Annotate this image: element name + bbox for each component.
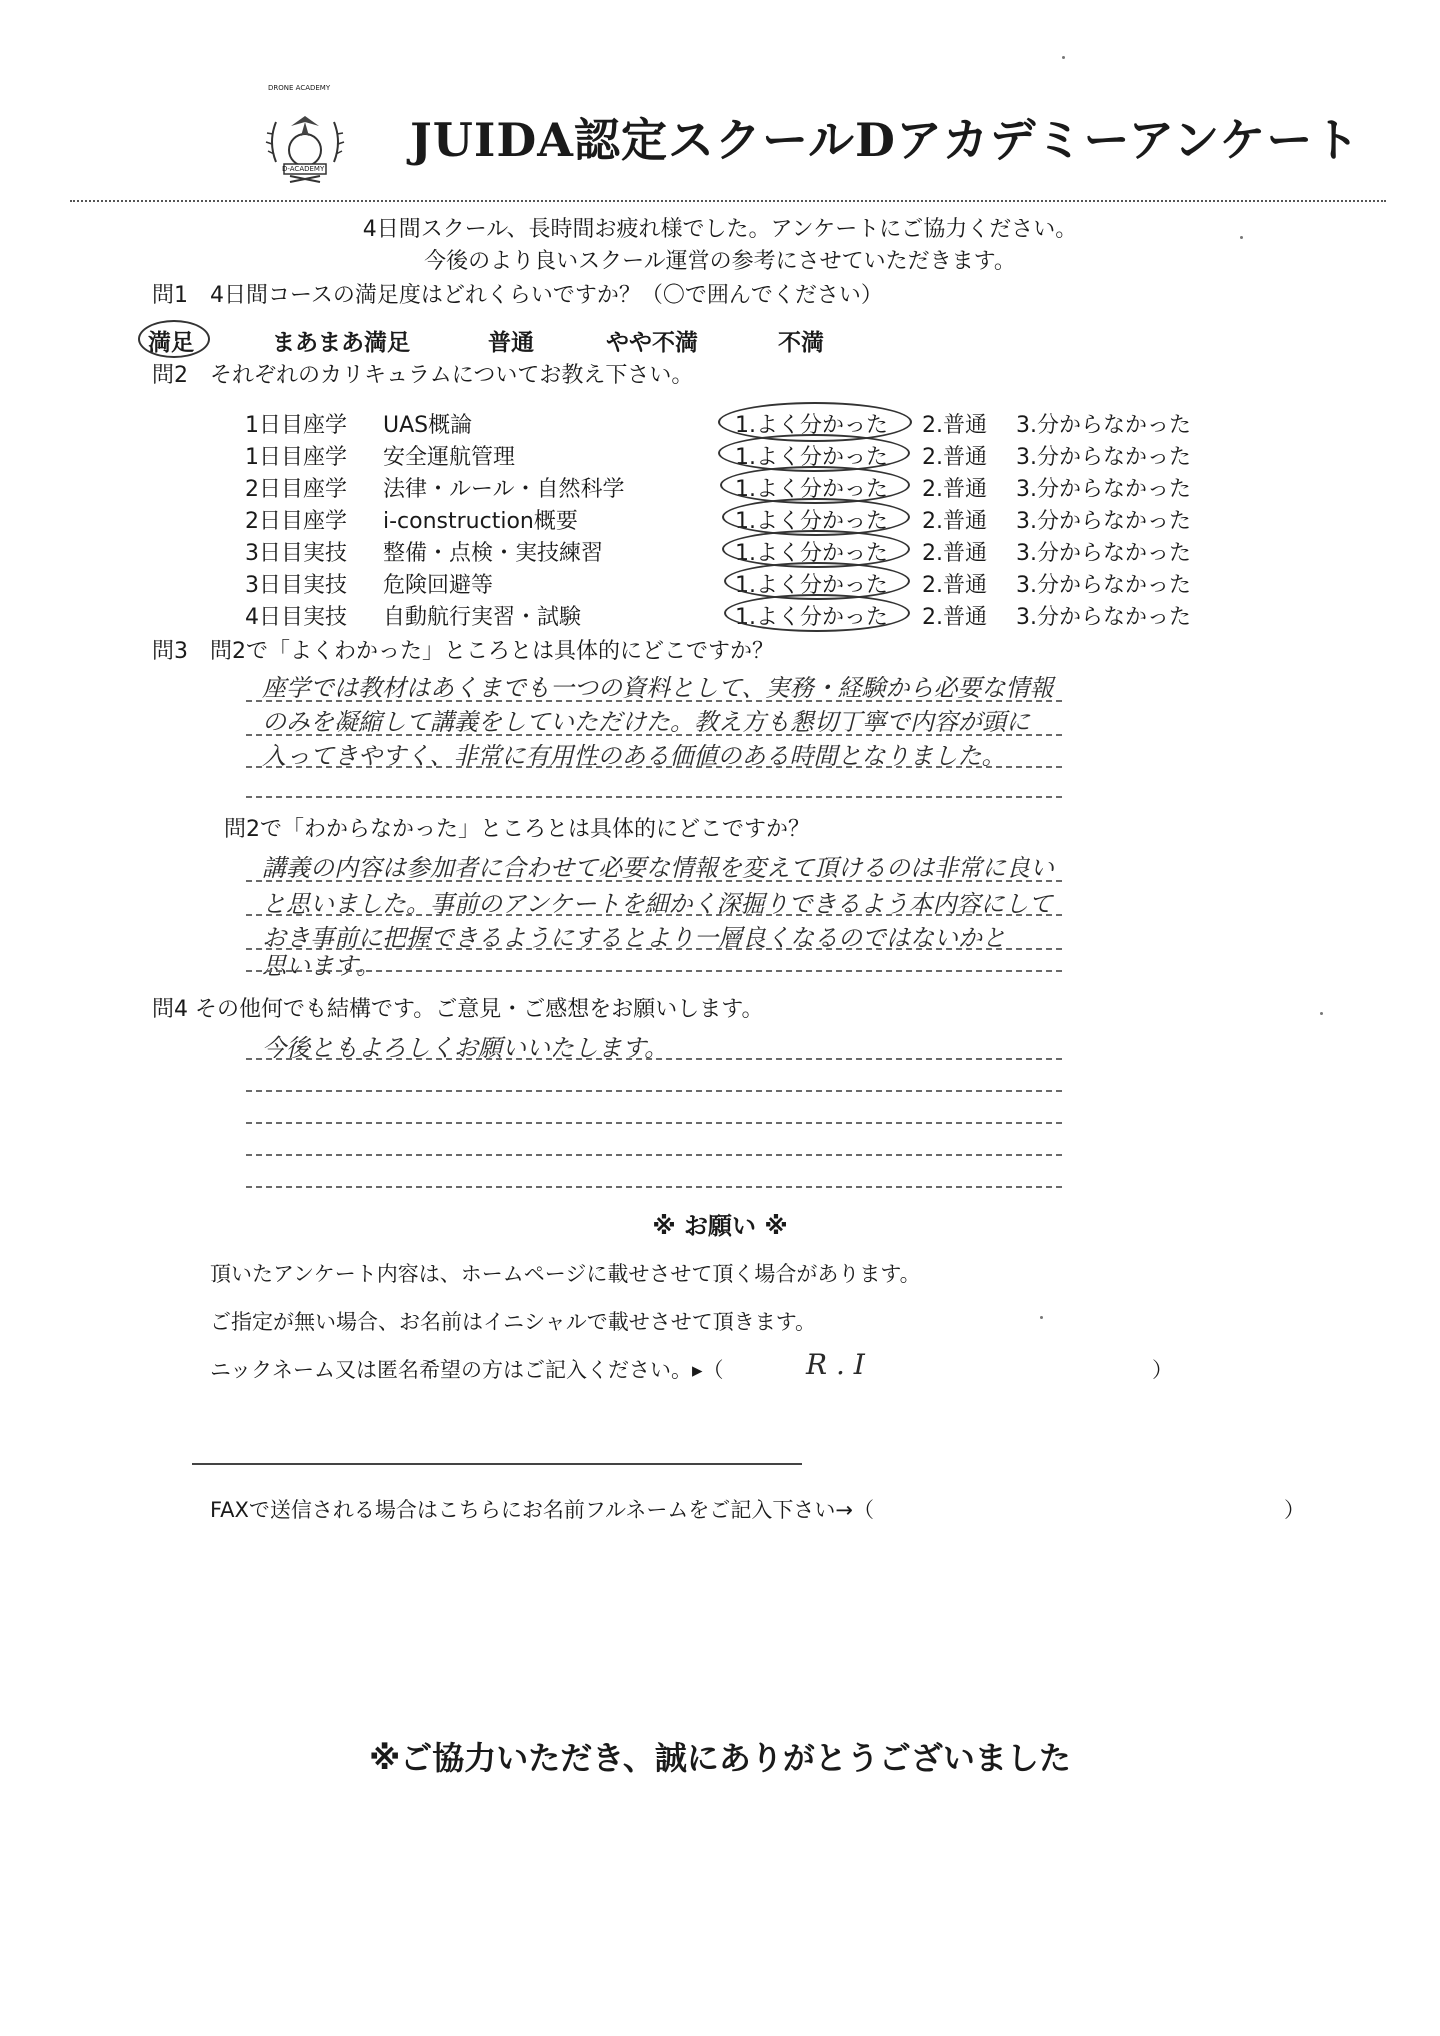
- answer-not-understood[interactable]: 3.分からなかった: [1016, 413, 1191, 438]
- answer-not-understood[interactable]: 3.分からなかった: [1016, 605, 1191, 630]
- answer-neutral[interactable]: 2.普通: [922, 445, 987, 470]
- q3b-answer-line-1: 講義の内容は参加者に合わせて必要な情報を変えて頂けるのは非常に良い: [262, 854, 1054, 882]
- nickname-close-paren: ）: [1152, 1358, 1173, 1382]
- answer-understood[interactable]: 1.よく分かった: [735, 541, 888, 566]
- intro-line-1: 4日間スクール、長時間お疲れ様でした。アンケートにご協力ください。: [362, 217, 1078, 242]
- answer-neutral[interactable]: 2.普通: [922, 509, 987, 534]
- q1-option-somewhat-dissatisfied[interactable]: やや不満: [606, 330, 698, 356]
- answer-not-understood[interactable]: 3.分からなかった: [1016, 509, 1191, 534]
- q2-label: 問2 それぞれのカリキュラムについてお教え下さい。: [152, 363, 694, 388]
- intro-line-2: 今後のより良いスクール運営の参考にさせていただきます。: [424, 249, 1016, 274]
- request-line-1: 頂いたアンケート内容は、ホームページに載せさせて頂く場合があります。: [210, 1262, 921, 1286]
- answer-understood[interactable]: 1.よく分かった: [735, 509, 888, 534]
- title-divider: [70, 200, 1386, 202]
- curriculum-day: 2日目座学: [245, 509, 347, 534]
- scan-speck: [1240, 236, 1243, 239]
- page-title: JUIDA認定スクールDアカデミーアンケート: [410, 113, 1361, 167]
- curriculum-name: 整備・点検・実技練習: [383, 541, 604, 566]
- q3-label: 問3 問2で「よくわかった」ところとは具体的にどこですか？: [152, 639, 774, 664]
- selected-answer-circle: [724, 594, 910, 632]
- curriculum-day: 1日目座学: [245, 413, 347, 438]
- answer-understood[interactable]: 1.よく分かった: [735, 573, 888, 598]
- answer-neutral[interactable]: 2.普通: [922, 605, 987, 630]
- nickname-label: ニックネーム又は匿名希望の方はご記入ください。▸（: [210, 1358, 724, 1382]
- fax-close-paren: ）: [1284, 1498, 1305, 1522]
- q1-option-satisfied[interactable]: 満足: [148, 330, 194, 356]
- curriculum-day: 4日目実技: [245, 605, 347, 630]
- answer-neutral[interactable]: 2.普通: [922, 541, 987, 566]
- q4-answer-rule: [246, 1186, 1062, 1188]
- curriculum-day: 3日目実技: [245, 541, 347, 566]
- scan-speck: [1320, 1012, 1323, 1015]
- q4-answer-rule: [246, 1090, 1062, 1092]
- curriculum-day: 2日目座学: [245, 477, 347, 502]
- q4-answer-rule: [246, 1058, 1062, 1060]
- q1-selected-circle: [138, 320, 210, 358]
- thank-you-footer: ※ご協力いただき、誠にありがとうございました: [369, 1739, 1071, 1777]
- answer-understood[interactable]: 1.よく分かった: [735, 477, 888, 502]
- nickname-value[interactable]: R . I: [806, 1348, 865, 1381]
- q3-answer-line-1: 座学では教材はあくまでも一つの資料として、実務・経験から必要な情報: [262, 674, 1054, 702]
- scan-speck: [1040, 1316, 1043, 1319]
- answer-not-understood[interactable]: 3.分からなかった: [1016, 541, 1191, 566]
- answer-not-understood[interactable]: 3.分からなかった: [1016, 477, 1191, 502]
- q4-answer-line-1: 今後ともよろしくお願いいたします。: [262, 1034, 669, 1062]
- curriculum-day: 1日目座学: [245, 445, 347, 470]
- q1-option-somewhat-satisfied[interactable]: まあまあ満足: [272, 330, 410, 356]
- scan-speck: [1062, 56, 1065, 59]
- academy-logo: [262, 84, 348, 192]
- q3b-answer-line-3: おき事前に把握できるようにするとより一層良くなるのではないかと: [262, 924, 1006, 952]
- q1-option-dissatisfied[interactable]: 不満: [778, 330, 824, 356]
- q4-answer-rule: [246, 1122, 1062, 1124]
- answer-not-understood[interactable]: 3.分からなかった: [1016, 445, 1191, 470]
- separator-line: [192, 1463, 802, 1465]
- q3b-answer-rule: [246, 970, 1062, 972]
- q3-answer-line-2: のみを凝縮して講義をしていただけた。教え方も懇切丁寧で内容が頭に: [262, 708, 1030, 736]
- logo-top-text: DRONE ACADEMY: [268, 84, 331, 92]
- answer-understood[interactable]: 1.よく分かった: [735, 413, 888, 438]
- q3-answer-rule: [246, 796, 1062, 798]
- q3b-answer-line-4: 思います。: [262, 952, 381, 980]
- curriculum-day: 3日目実技: [245, 573, 347, 598]
- q3b-label: 問2で「わからなかった」ところとは具体的にどこですか？: [224, 817, 810, 842]
- q3b-answer-line-2: と思いました。事前のアンケートを細かく深掘りできるよう本内容にして: [262, 890, 1053, 918]
- q4-label: 問4 その他何でも結構です。ご意見・ご感想をお願いします。: [152, 997, 764, 1022]
- q3-answer-rule: [246, 766, 1062, 768]
- q3b-answer-rule: [246, 914, 1062, 916]
- curriculum-name: 法律・ルール・自然科学: [383, 477, 625, 502]
- answer-neutral[interactable]: 2.普通: [922, 413, 987, 438]
- request-heading: ※ お願い ※: [652, 1212, 788, 1240]
- curriculum-name: 自動航行実習・試験: [383, 605, 582, 630]
- q1-label: 問1 4日間コースの満足度はどれくらいですか？（〇で囲んでください）: [152, 283, 883, 308]
- answer-understood[interactable]: 1.よく分かった: [735, 445, 888, 470]
- q1-option-neutral[interactable]: 普通: [488, 330, 534, 356]
- curriculum-name: i-construction概要: [383, 509, 578, 534]
- q3b-answer-rule: [246, 880, 1062, 882]
- logo-center-text: D-ACADEMY: [282, 165, 325, 173]
- curriculum-name: 危険回避等: [383, 573, 494, 598]
- q4-answer-rule: [246, 1154, 1062, 1156]
- answer-not-understood[interactable]: 3.分からなかった: [1016, 573, 1191, 598]
- request-line-2: ご指定が無い場合、お名前はイニシャルで載せさせて頂きます。: [210, 1310, 817, 1334]
- q3-answer-line-3: 入ってきやすく、非常に有用性のある価値のある時間となりました。: [262, 742, 1006, 770]
- answer-neutral[interactable]: 2.普通: [922, 573, 987, 598]
- answer-understood[interactable]: 1.よく分かった: [735, 605, 888, 630]
- answer-neutral[interactable]: 2.普通: [922, 477, 987, 502]
- curriculum-name: UAS概論: [383, 413, 473, 438]
- curriculum-name: 安全運航管理: [383, 445, 516, 470]
- fax-label: FAXで送信される場合はこちらにお名前フルネームをご記入下さい→（: [210, 1498, 875, 1522]
